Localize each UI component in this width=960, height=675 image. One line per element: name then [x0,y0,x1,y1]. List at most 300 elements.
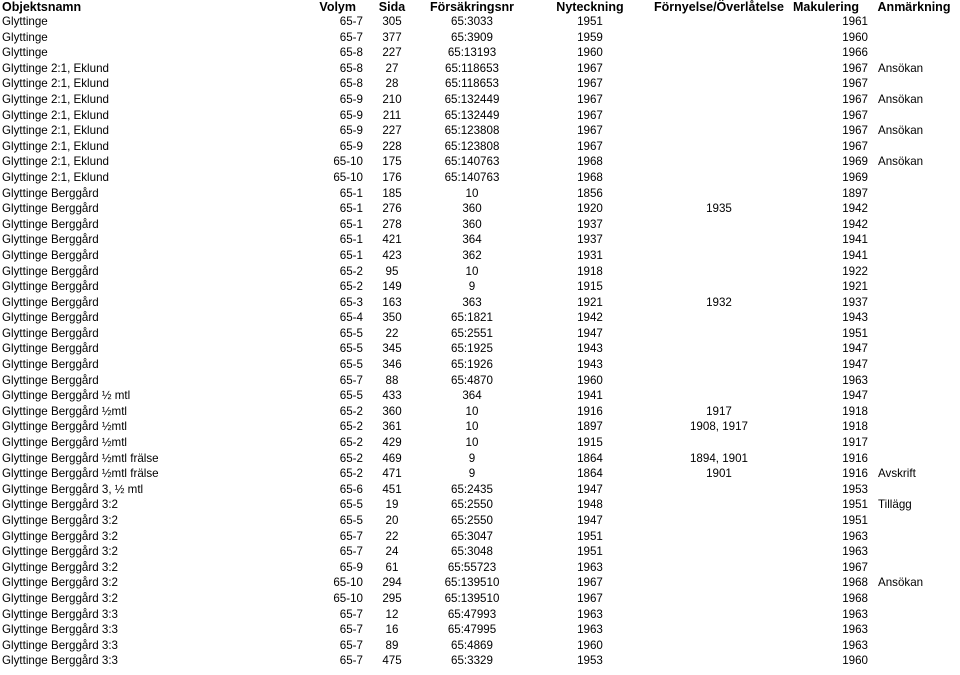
cell-volym: 65-10 [333,170,363,184]
table-row [0,76,960,92]
cell-anmarkning [868,248,960,264]
cell-sida: 361 [382,420,402,434]
cell-nyteckning: 1947 [577,514,603,527]
cell-fornyelse [654,544,784,560]
cell-forsakringsnr: 10 [465,264,479,278]
cell-fornyelse [654,279,784,295]
cell-fornyelse [654,357,784,373]
cell-forsakringsnr: 65:3909 [451,30,493,44]
cell-sida: 210 [382,92,402,106]
cell-nyteckning: 1967 [577,576,603,590]
cell-forsakringsnr: 360 [462,202,482,216]
cell-forsakringsnr: 364 [462,389,482,403]
cell-forsakringsnr: 65:123808 [444,139,500,153]
cell-nyteckning: 1920 [577,202,603,216]
header-sida: Sida [378,0,406,14]
cell-forsakringsnr: 10 [465,420,479,434]
cell-objektsnamn: Glyttinge Berggård 3:3 [2,607,119,621]
cell-fornyelse: 1908, 1917 [689,420,749,434]
table-row [0,341,960,357]
cell-sida: 163 [382,295,402,309]
cell-makulering: 1922 [842,264,868,278]
cell-nyteckning: 1967 [577,61,603,75]
cell-nyteckning: 1951 [577,529,603,543]
cell-forsakringsnr: 364 [462,233,482,247]
cell-volym: 65-9 [339,139,363,153]
table-row [0,466,960,482]
table-row [0,61,960,77]
table-row [0,279,960,295]
cell-volym: 65-3 [339,295,363,309]
cell-makulering: 1969 [842,170,868,184]
cell-fornyelse [654,435,784,451]
cell-volym: 65-2 [339,436,363,450]
cell-sida: 20 [385,514,399,527]
cell-fornyelse [654,513,784,529]
cell-sida: 294 [382,576,402,590]
cell-fornyelse [654,45,784,61]
cell-sida: 377 [382,30,402,44]
cell-makulering: 1951 [842,514,868,527]
cell-sida: 175 [382,155,402,169]
cell-anmarkning [868,45,960,61]
cell-objektsnamn: Glyttinge Berggård [2,264,99,278]
table-body [0,14,960,669]
table-row [0,591,960,607]
cell-volym: 65-7 [339,529,363,543]
cell-objektsnamn: Glyttinge Berggård 3, ½ mtl [2,482,144,496]
cell-sida: 16 [385,623,399,637]
cell-fornyelse [654,388,784,404]
cell-objektsnamn: Glyttinge Berggård 3:2 [2,498,119,512]
cell-anmarkning [868,295,960,311]
cell-fornyelse [654,482,784,498]
cell-anmarkning [868,544,960,560]
table-row [0,264,960,280]
cell-nyteckning: 1916 [577,404,603,418]
cell-fornyelse [654,529,784,545]
cell-anmarkning: Avskrift [878,467,916,481]
cell-nyteckning: 1941 [577,389,603,403]
cell-objektsnamn: Glyttinge Berggård 3:2 [2,576,119,590]
cell-objektsnamn: Glyttinge 2:1, Eklund [2,77,109,91]
cell-nyteckning: 1967 [577,108,603,122]
cell-volym: 65-7 [339,623,363,637]
cell-volym: 65-10 [333,591,363,605]
table-row [0,419,960,435]
cell-makulering: 1963 [842,529,868,543]
cell-anmarkning [868,622,960,638]
cell-makulering: 1967 [842,139,868,153]
cell-makulering: 1942 [842,217,868,231]
cell-objektsnamn: Glyttinge Berggård ½mtl [2,436,128,450]
cell-objektsnamn: Glyttinge Berggård 3:2 [2,514,119,527]
cell-sida: 228 [382,139,402,153]
cell-fornyelse: 1917 [706,404,732,418]
cell-volym: 65-5 [339,342,363,356]
cell-fornyelse: 1901 [706,467,732,481]
header-objektsnamn: Objektsnamn [2,0,82,14]
cell-volym: 65-1 [339,186,363,200]
cell-nyteckning: 1937 [577,233,603,247]
cell-makulering: 1943 [842,311,868,325]
cell-sida: 429 [382,436,402,450]
cell-sida: 346 [382,358,402,372]
table-row [0,186,960,202]
cell-volym: 65-7 [339,30,363,44]
cell-sida: 475 [382,654,402,668]
cell-forsakringsnr: 65:3033 [451,15,493,28]
cell-fornyelse [654,341,784,357]
cell-makulering: 1968 [842,591,868,605]
cell-sida: 423 [382,248,402,262]
cell-sida: 276 [382,202,402,216]
cell-forsakringsnr: 65:3048 [451,545,493,559]
cell-fornyelse [654,497,784,513]
table-row [0,544,960,560]
table-row [0,310,960,326]
cell-objektsnamn: Glyttinge Berggård [2,342,99,356]
cell-objektsnamn: Glyttinge [2,46,48,60]
cell-nyteckning: 1918 [577,264,603,278]
cell-anmarkning: Ansökan [878,576,924,590]
cell-objektsnamn: Glyttinge Berggård [2,233,99,247]
cell-forsakringsnr: 10 [465,404,479,418]
cell-volym: 65-2 [339,404,363,418]
cell-nyteckning: 1915 [577,436,603,450]
cell-anmarkning [868,419,960,435]
cell-volym: 65-2 [339,467,363,481]
cell-fornyelse [654,186,784,202]
cell-forsakringsnr: 65:123808 [444,124,500,138]
cell-makulering: 1963 [842,623,868,637]
cell-volym: 65-8 [339,61,363,75]
cell-makulering: 1967 [842,61,868,75]
cell-volym: 65-8 [339,46,363,60]
cell-volym: 65-5 [339,514,363,527]
cell-anmarkning [868,607,960,623]
cell-makulering: 1963 [842,545,868,559]
cell-nyteckning: 1915 [577,280,603,294]
header-nyteckning: Nyteckning [556,0,624,14]
cell-volym: 65-5 [339,358,363,372]
cell-nyteckning: 1951 [577,15,603,28]
table-row [0,248,960,264]
cell-forsakringsnr: 65:4869 [451,638,493,652]
cell-sida: 433 [382,389,402,403]
cell-nyteckning: 1951 [577,545,603,559]
cell-objektsnamn: Glyttinge 2:1, Eklund [2,155,109,169]
cell-anmarkning [868,108,960,124]
cell-volym: 65-7 [339,638,363,652]
cell-makulering: 1967 [842,92,868,106]
table-row [0,108,960,124]
table-row [0,373,960,389]
cell-forsakringsnr: 65:13193 [447,46,497,60]
cell-fornyelse [654,264,784,280]
cell-sida: 24 [385,545,399,559]
cell-anmarkning [868,326,960,342]
cell-anmarkning [868,14,960,30]
cell-fornyelse: 1935 [706,202,732,216]
cell-fornyelse [654,560,784,576]
cell-nyteckning: 1968 [577,170,603,184]
cell-fornyelse [654,217,784,233]
cell-nyteckning: 1963 [577,623,603,637]
cell-fornyelse [654,14,784,30]
table-row [0,326,960,342]
cell-objektsnamn: Glyttinge Berggård 3:2 [2,529,119,543]
cell-sida: 421 [382,233,402,247]
cell-objektsnamn: Glyttinge Berggård ½mtl frälse [2,451,159,465]
cell-makulering: 1953 [842,482,868,496]
cell-sida: 22 [385,326,399,340]
cell-fornyelse [654,373,784,389]
cell-fornyelse [654,92,784,108]
cell-anmarkning [868,310,960,326]
cell-volym: 65-9 [339,92,363,106]
cell-nyteckning: 1960 [577,373,603,387]
table-row [0,123,960,139]
cell-forsakringsnr: 65:1821 [451,311,493,325]
cell-volym: 65-1 [339,217,363,231]
cell-nyteckning: 1921 [577,295,603,309]
cell-sida: 185 [382,186,402,200]
cell-nyteckning: 1967 [577,139,603,153]
cell-forsakringsnr: 363 [462,295,482,309]
cell-sida: 22 [385,529,399,543]
cell-nyteckning: 1937 [577,217,603,231]
table-row [0,357,960,373]
cell-makulering: 1897 [842,186,868,200]
table-row [0,513,960,529]
cell-anmarkning [868,186,960,202]
cell-nyteckning: 1967 [577,92,603,106]
cell-forsakringsnr: 9 [468,451,476,465]
cell-anmarkning [868,451,960,467]
table-row [0,653,960,669]
cell-nyteckning: 1960 [577,46,603,60]
cell-nyteckning: 1967 [577,124,603,138]
cell-anmarkning [868,201,960,217]
table-row [0,170,960,186]
cell-makulering: 1963 [842,373,868,387]
cell-objektsnamn: Glyttinge Berggård ½mtl frälse [2,467,159,481]
cell-anmarkning: Ansökan [878,61,924,75]
cell-nyteckning: 1967 [577,591,603,605]
cell-forsakringsnr: 65:2551 [451,326,493,340]
cell-anmarkning [868,217,960,233]
cell-sida: 278 [382,217,402,231]
cell-objektsnamn: Glyttinge 2:1, Eklund [2,92,109,106]
cell-forsakringsnr: 65:118653 [445,77,499,91]
cell-sida: 89 [385,638,399,652]
cell-anmarkning [868,653,960,669]
cell-makulering: 1947 [842,342,868,356]
cell-makulering: 1942 [842,202,868,216]
cell-makulering: 1963 [842,607,868,621]
cell-fornyelse [654,248,784,264]
cell-sida: 211 [382,108,402,122]
cell-forsakringsnr: 65:2550 [451,514,493,527]
cell-makulering: 1921 [842,280,868,294]
cell-objektsnamn: Glyttinge Berggård [2,248,99,262]
cell-anmarkning [868,591,960,607]
cell-forsakringsnr: 9 [468,467,476,481]
cell-sida: 227 [382,124,402,138]
cell-fornyelse [654,310,784,326]
cell-forsakringsnr: 65:140763 [444,170,500,184]
table-row [0,435,960,451]
cell-volym: 65-6 [339,482,363,496]
cell-anmarkning [868,435,960,451]
cell-anmarkning [868,279,960,295]
cell-objektsnamn: Glyttinge Berggård 3:2 [2,591,119,605]
cell-objektsnamn: Glyttinge Berggård [2,217,99,231]
cell-fornyelse: 1932 [706,295,732,309]
cell-volym: 65-2 [339,451,363,465]
cell-anmarkning [868,529,960,545]
cell-forsakringsnr: 65:47993 [447,607,497,621]
cell-sida: 471 [382,467,402,481]
cell-volym: 65-5 [339,389,363,403]
cell-objektsnamn: Glyttinge Berggård 3:2 [2,545,119,559]
table-row [0,607,960,623]
cell-forsakringsnr: 65:118653 [445,61,499,75]
cell-nyteckning: 1943 [577,342,603,356]
cell-makulering: 1967 [842,124,868,138]
cell-objektsnamn: Glyttinge 2:1, Eklund [2,139,109,153]
cell-volym: 65-9 [339,560,363,574]
table-row [0,638,960,654]
cell-nyteckning: 1963 [577,560,603,574]
cell-makulering: 1963 [842,638,868,652]
cell-fornyelse [654,591,784,607]
table-row [0,482,960,498]
cell-anmarkning [868,560,960,576]
table-row [0,497,960,513]
cell-fornyelse [654,108,784,124]
cell-makulering: 1967 [842,77,868,91]
cell-nyteckning: 1968 [577,155,603,169]
cell-sida: 88 [385,373,399,387]
cell-objektsnamn: Glyttinge 2:1, Eklund [2,108,109,122]
table-row [0,404,960,420]
cell-forsakringsnr: 65:3047 [451,529,493,543]
cell-fornyelse [654,139,784,155]
cell-makulering: 1947 [842,358,868,372]
cell-nyteckning: 1943 [577,358,603,372]
cell-nyteckning: 1864 [577,451,603,465]
cell-volym: 65-5 [339,326,363,340]
cell-sida: 28 [385,77,399,91]
cell-sida: 19 [385,498,399,512]
cell-forsakringsnr: 65:55723 [447,560,497,574]
cell-volym: 65-4 [339,311,363,325]
cell-forsakringsnr: 65:1926 [451,358,493,372]
cell-forsakringsnr: 65:140763 [444,155,500,169]
cell-fornyelse [654,76,784,92]
table-row [0,30,960,46]
cell-makulering: 1960 [842,30,868,44]
cell-makulering: 1951 [842,326,868,340]
table-row [0,201,960,217]
cell-forsakringsnr: 10 [465,436,479,450]
cell-makulering: 1947 [842,389,868,403]
cell-fornyelse: 1894, 1901 [689,451,749,465]
cell-volym: 65-7 [339,545,363,559]
cell-fornyelse [654,154,784,170]
table-row [0,154,960,170]
cell-fornyelse [654,170,784,186]
header-row [0,0,960,14]
cell-fornyelse [654,622,784,638]
cell-anmarkning [868,513,960,529]
cell-objektsnamn: Glyttinge 2:1, Eklund [2,124,109,138]
cell-fornyelse [654,575,784,591]
cell-nyteckning: 1942 [577,311,603,325]
cell-makulering: 1968 [842,576,868,590]
cell-anmarkning [868,357,960,373]
cell-nyteckning: 1947 [577,482,603,496]
cell-volym: 65-7 [339,373,363,387]
cell-objektsnamn: Glyttinge Berggård [2,311,99,325]
cell-sida: 149 [382,280,402,294]
cell-fornyelse [654,326,784,342]
cell-objektsnamn: Glyttinge Berggård [2,202,99,216]
cell-anmarkning: Ansökan [878,124,924,138]
header-forsakringsnr: Försäkringsnr [429,0,515,14]
cell-volym: 65-10 [333,155,363,169]
table-row [0,575,960,591]
cell-objektsnamn: Glyttinge Berggård [2,373,99,387]
cell-forsakringsnr: 65:2550 [451,498,493,512]
cell-objektsnamn: Glyttinge 2:1, Eklund [2,170,109,184]
cell-nyteckning: 1960 [577,638,603,652]
cell-forsakringsnr: 65:47995 [447,623,497,637]
cell-anmarkning [868,232,960,248]
cell-forsakringsnr: 360 [462,217,482,231]
cell-sida: 12 [385,607,399,621]
cell-nyteckning: 1856 [577,186,603,200]
cell-forsakringsnr: 10 [465,186,479,200]
cell-anmarkning [868,404,960,420]
cell-forsakringsnr: 9 [468,280,476,294]
cell-forsakringsnr: 65:132449 [444,108,500,122]
cell-nyteckning: 1963 [577,607,603,621]
table-row [0,295,960,311]
cell-forsakringsnr: 65:1925 [451,342,493,356]
table-row [0,232,960,248]
cell-anmarkning: Ansökan [878,92,924,106]
cell-objektsnamn: Glyttinge [2,15,48,28]
table-row [0,451,960,467]
header-makulering: Makulering [793,0,859,14]
cell-volym: 65-2 [339,420,363,434]
cell-nyteckning: 1953 [577,654,603,668]
table-row [0,92,960,108]
header-volym: Volym [319,0,356,14]
cell-objektsnamn: Glyttinge Berggård 3:3 [2,654,119,668]
table-row [0,622,960,638]
cell-sida: 61 [385,560,399,574]
header-fornyelse: Förnyelse/Överlåtelse [654,0,784,14]
cell-forsakringsnr: 65:132449 [444,92,500,106]
cell-nyteckning: 1947 [577,326,603,340]
cell-objektsnamn: Glyttinge Berggård 3:2 [2,560,119,574]
cell-fornyelse [654,232,784,248]
cell-makulering: 1918 [842,404,868,418]
